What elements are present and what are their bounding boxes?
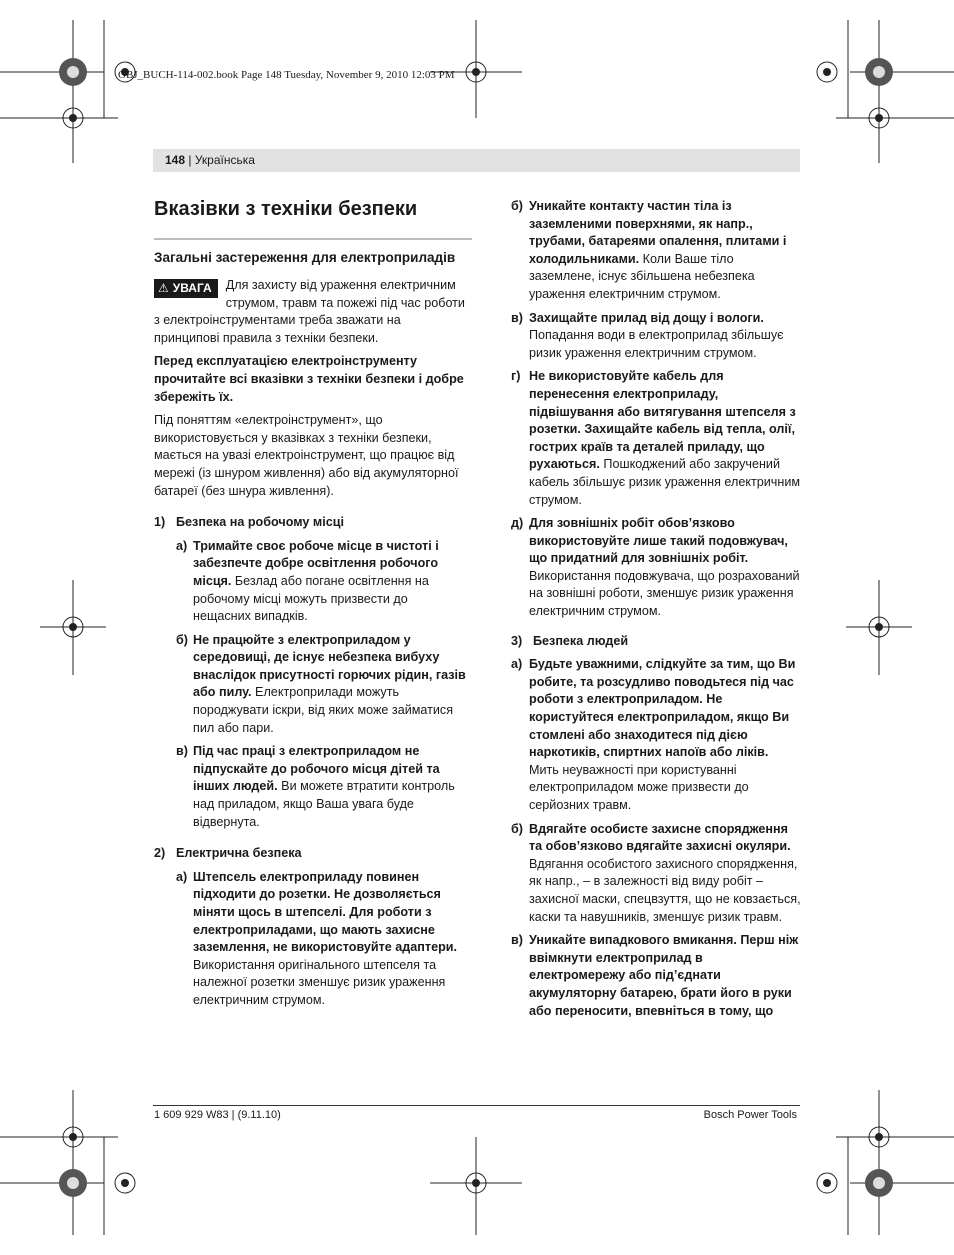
footer-rule [153,1105,800,1106]
item-bold: Не використовуйте кабель для перенесення електроприладу, підвішування або витягування штепселя з розетки. Захищайте кабель від тепла, олії, гострих країв та деталей приладу, що рухаються. [529,369,796,472]
footer-doc-number: 1 609 929 W83 | (9.11.10) [154,1109,281,1121]
item-letter: г) [511,369,521,384]
item-bold: Захищайте прилад від дощу і вологи. [529,310,764,325]
item-bold: Під час праці з електроприладом не підпускайте до робочого місця дітей та інших людей. [193,744,440,794]
list-item [511,198,801,304]
item-bold: Штепсель електроприладу повинен підходити до розетки. Не дозволяється міняти щось в штепселі. Для роботи з електроприладами, що мають захисне заземлення, не використовуйте адаптери. [193,869,458,955]
list-item [154,743,468,831]
item-text: Використання оригінального штепселя та належної розетки зменшує ризик ураження електричним струмом. [193,957,446,1007]
warning-badge [154,279,218,298]
header-language: Українська [194,153,255,167]
section-subtitle: Загальні застереження для електроприладів [154,250,456,265]
item-letter: в) [511,933,523,948]
item-text: Коли Ваше тіло заземлене, існує збільшена небезпека ураження електричним струмом. [529,251,755,301]
page-number: 148 [165,153,186,167]
item-text: Ви можете втратити контроль над приладом, якщо Ваша увага буде відвернута. [193,779,455,829]
item-bold: Тримайте своє робоче місце в чистоті і забезпечте добре освітлення робочого місця. [193,538,439,588]
header-text [165,153,255,167]
item-letter: б) [176,632,188,647]
book-info-line: OBJ_BUCH-114-002.book Page 148 Tuesday, November 9, 2010 12:03 PM [118,69,455,81]
warning-icon: ⚠ [158,281,169,295]
item-letter: б) [511,199,523,213]
item-bold: Уникайте контакту частин тіла із заземленими поверхнями, як напр., трубами, батареями опалення, плитами і холодильниками. [529,199,787,266]
item-bold: Уникайте випадкового вмикання. Перш ніж ввімкнути електроприлад в електромережу або під’єднати акумуляторну батарею, брати його в руки або переносити, впевніться в тому, що [529,933,799,1018]
item-letter: б) [511,821,523,836]
left-column [154,196,468,1016]
item-bold: Для зовнішніх робіт обов’язково використовуйте лише такий подовжувач, що придатний для зовнішніх робіт. [529,516,788,566]
section-3-heading [511,633,801,651]
list-item [154,632,468,738]
page-title: Вказівки з техніки безпеки [154,198,418,220]
item-bold: Будьте уважними, слідкуйте за тим, що Ви робите, та розсудливо поводьтеся під час роботи з електроприладом. Не користуйтеся електроприладом, якщо Ви стомлені або знаходитеся під дією наркотиків, спиртних напоїв або ліків. [529,657,796,760]
item-bold: Не працюйте з електроприладом у середовищі, де існує небезпека вибуху внаслідок присутності горючих рідин, газів або пилу. [193,632,466,700]
section-2-heading [154,845,468,863]
item-text: Пошкоджений або закручений кабель збільшує ризик ураження електричним струмом. [529,457,801,507]
list-item [511,932,801,1020]
list-item [511,656,801,814]
item-letter: д) [511,516,524,531]
item-text: Безлад або погане освітлення на робочому місці можуть призвести до нещасних випадків. [193,573,429,624]
item-letter: а) [176,869,188,884]
title-rule [154,238,472,240]
section-title: Безпека людей [533,633,629,648]
page-header [153,149,800,172]
section-title: Електрична безпека [176,846,302,861]
list-item [154,538,468,626]
header-separator: | [185,153,195,167]
list-item [154,869,468,1010]
section-number: 3) [511,633,523,648]
item-letter: a) [176,538,188,553]
list-item [511,515,801,621]
item-text: Мить неуважності при користуванні електроприладом може призвести до серйозних травм. [529,762,749,812]
item-letter: в) [511,310,523,325]
section-1-heading [154,514,468,532]
section-title: Безпека на робочому місці [176,515,344,530]
item-letter: а) [511,657,523,672]
warning-text: Для захисту від ураження електричним струмом, травм та пожежі під час роботи з електроінструментами треба зважати на принципові правила з техніки безпеки. [154,278,465,345]
warning-block [154,277,468,347]
item-text: Вдягання особистого захисного спорядження, як напр., – в залежності від виду робіт – захисної маски, спецвзуття, що не ковзається, каски та навушників, зменшує ризик травм. [529,856,801,924]
item-text: Попадання води в електроприлад збільшує ризик ураження електричним струмом. [529,328,784,360]
item-text: Електроприлади можуть породжувати іскри, від яких може займатися пил або пари. [193,685,454,735]
list-item [511,368,801,509]
list-item [511,310,801,363]
section-number: 1) [154,515,166,530]
item-bold: Вдягайте особисте захисне спорядження та обов’язково вдягайте захисні окуляри. [529,821,791,854]
intro-bold: Перед експлуатацією електроінструменту прочитайте всі вказівки з техніки безпеки і добре збережіть їх. [154,354,464,404]
list-item [511,821,801,927]
section-number: 2) [154,846,166,861]
footer-brand: Bosch Power Tools [703,1109,797,1121]
intro-text: Під поняттям «електроінструмент», що використовується у вказівках з техніки безпеки, мається на увазі електроінструмент, що працює від мережі (із шнуром живлення) або від акумуляторної батареї (без шнура живлення). [154,413,459,498]
item-letter: в) [176,744,188,759]
item-text: Використання подовжувача, що розрахований на зовнішні роботи, зменшує ризик ураження електричним струмом. [529,568,800,619]
warning-badge-label: УВАГА [172,281,212,295]
right-column [511,198,801,1026]
